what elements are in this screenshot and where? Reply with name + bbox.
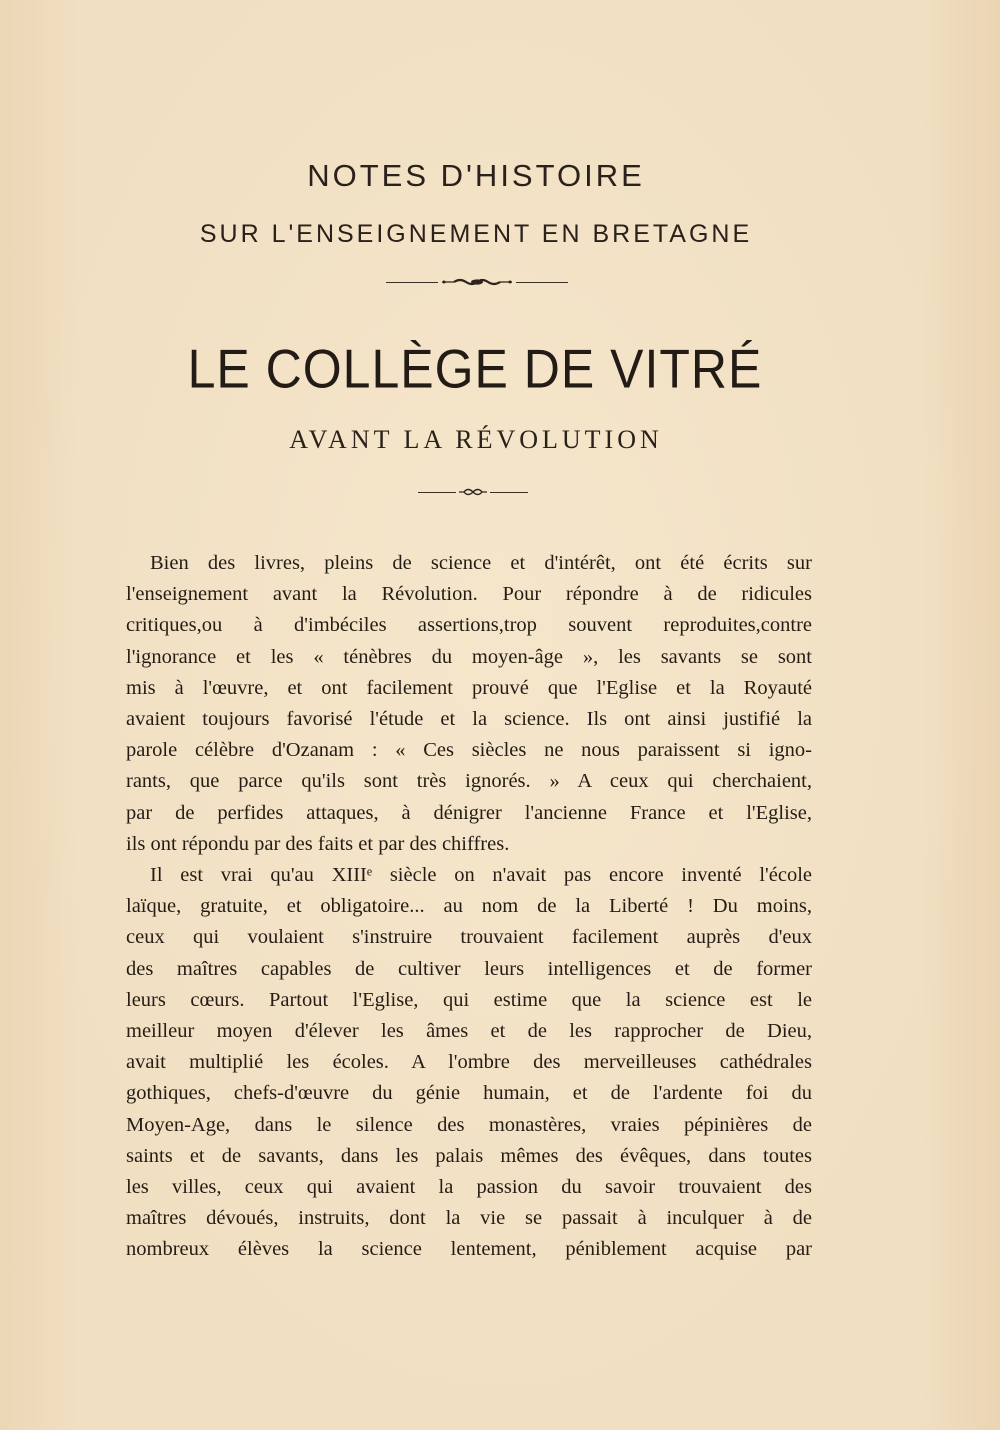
text-line: parole célèbre d'Ozanam : « Ces siècles ne nous paraissent si igno- <box>126 739 812 762</box>
text-line: maîtres dévoués, instruits, dont la vie se passait à inculquer à de <box>126 1207 812 1230</box>
text-line: des maîtres capables de cultiver leurs intelligences et de former <box>126 957 812 980</box>
series-subtitle: SUR L'ENSEIGNEMENT EN BRETAGNE <box>199 220 753 248</box>
text-line: critiques,ou à d'imbéciles assertions,trop souvent reproduites,contre <box>126 614 812 637</box>
text-line: leurs cœurs. Partout l'Eglise, qui estime que la science est le <box>126 988 812 1011</box>
ornament-rule-right <box>490 492 528 493</box>
text-line: Il est vrai qu'au XIIIᵉ siècle on n'avait pas encore inventé l'école <box>150 864 812 887</box>
text-line: ceux qui voulaient s'instruire trouvaient facilement auprès d'eux <box>126 926 812 949</box>
text-line: avait multiplié les écoles. A l'ombre des merveilleuses cathédrales <box>126 1051 812 1074</box>
text-line: mis à l'œuvre, et ont facilement prouvé que l'Eglise et la Royauté <box>126 676 812 699</box>
ornament-rule-left <box>418 492 456 493</box>
knot-ornament-icon <box>458 487 488 497</box>
body-text <box>126 548 812 1266</box>
ornament-rule-left <box>386 282 438 283</box>
series-title: NOTES D'HISTOIRE <box>307 158 645 193</box>
text-line: les villes, ceux qui avaient la passion du savoir trouvaient des <box>126 1176 812 1199</box>
text-line: l'enseignement avant la Révolution. Pour répondre à de ridicules <box>126 583 812 606</box>
flourish-ornament-icon <box>440 277 514 287</box>
text-line: gothiques, chefs-d'œuvre du génie humain, et de l'ardente foi du <box>126 1082 812 1105</box>
text-line: par de perfides attaques, à dénigrer l'ancienne France et l'Eglise, <box>126 801 812 824</box>
ornament-rule-right <box>516 282 568 283</box>
text-line: ils ont répondu par des faits et par des chiffres. <box>126 832 510 855</box>
text-line: l'ignorance et les « ténèbres du moyen-âge », les savants se sont <box>126 645 812 668</box>
text-line: laïque, gratuite, et obligatoire... au nom de la Liberté ! Du moins, <box>126 895 812 918</box>
text-line: Bien des livres, pleins de science et d'intérêt, ont été écrits sur <box>150 552 812 574</box>
text-line: avaient toujours favorisé l'étude et la science. Ils ont ainsi justifié la <box>126 708 812 731</box>
paragraph-2 <box>126 860 812 1266</box>
article-title: LE COLLÈGE DE VITRÉ <box>187 338 763 400</box>
ornament-divider-top <box>386 277 568 287</box>
ornament-divider-bottom <box>417 487 529 497</box>
article-subtitle: AVANT LA RÉVOLUTION <box>289 425 663 454</box>
text-line: saints et de savants, dans les palais mêmes des évêques, dans toutes <box>126 1144 812 1167</box>
text-line: nombreux élèves la science lentement, péniblement acquise par <box>126 1238 812 1261</box>
text-line: meilleur moyen d'élever les âmes et de les rapprocher de Dieu, <box>126 1020 812 1043</box>
text-line: Moyen-Age, dans le silence des monastères, vraies pépinières de <box>126 1113 812 1136</box>
paragraph-1 <box>126 548 812 860</box>
text-line: rants, que parce qu'ils sont très ignorés. » A ceux qui cherchaient, <box>126 770 812 793</box>
